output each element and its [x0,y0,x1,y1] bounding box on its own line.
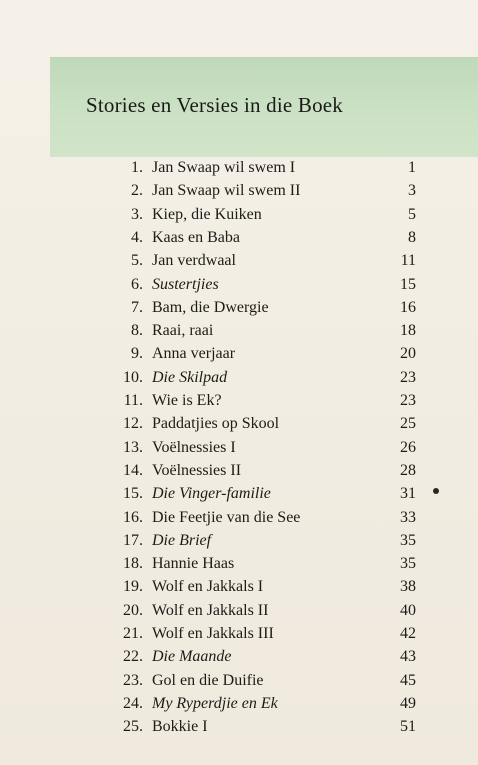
entry-number: 20. [123,601,143,619]
entry-title: Wolf en Jakkals II [152,601,269,619]
entry-number: 25. [123,718,143,736]
entry-number: 14. [123,461,143,479]
entry-number: 17. [123,531,143,549]
entry-title: Die Feetjie van die See [152,508,301,526]
entry-page-number: 38 [400,578,416,596]
entry-page-number: 28 [400,461,416,479]
toc-entry [0,459,478,482]
entry-page-number: 45 [400,671,416,689]
entry-page-number: 15 [400,275,416,293]
toc-entry [0,342,478,365]
entry-page-number: 42 [400,625,416,642]
toc-entry [0,575,478,598]
toc-entry [0,645,478,668]
entry-number: 10. [123,368,143,386]
entry-title: Wolf en Jakkals I [152,578,264,596]
toc-entry [0,622,478,645]
entry-page-number: 26 [400,438,416,456]
entry-title: Jan Swaap wil swem II [152,182,301,200]
entry-number: 7. [131,298,143,316]
toc-entry [0,412,478,435]
entry-title: Bokkie I [152,718,208,736]
toc-entry [0,715,478,738]
entry-page-number: 43 [400,648,416,666]
entry-title: Wie is Ek? [152,392,222,409]
entry-number: 13. [123,438,143,456]
entry-page-number: 35 [400,555,416,573]
toc-entry [0,436,478,459]
entry-number: 22. [123,648,143,666]
entry-page-number: 20 [400,345,416,363]
entry-title: Kaas en Baba [152,228,240,246]
entry-page-number: 35 [400,531,416,549]
entry-page-number: 40 [400,601,416,619]
entry-title: Voëlnessies I [152,438,236,456]
entry-page-number: 16 [400,298,416,316]
entry-number: 23. [123,671,143,689]
entry-title: Die Brief [152,531,212,549]
entry-title: Jan Swaap wil swem I [152,159,296,176]
entry-number: 6. [131,275,143,293]
entry-page-number: 25 [400,415,416,433]
entry-page-number: 1 [408,159,416,176]
entry-page-number: 23 [400,368,416,386]
entry-title: Sustertjies [152,275,219,293]
entry-number: 24. [123,694,143,712]
toc-entry [0,156,478,179]
entry-page-number: 33 [400,508,416,526]
toc-entry [0,552,478,575]
entry-page-number: 49 [400,694,416,712]
entry-title: Wolf en Jakkals III [152,625,274,642]
entry-title: Gol en die Duifie [152,671,264,689]
entry-number: 1. [131,159,143,176]
entry-number: 12. [123,415,143,433]
toc-entry [0,389,478,412]
page-title: Stories en Versies in die Boek [86,93,343,117]
toc-entry [0,249,478,272]
entry-number: 16. [123,508,143,526]
entry-number: 3. [131,205,143,223]
toc-entry [0,692,478,715]
entry-number: 5. [131,252,143,270]
entry-title: Die Maande [152,648,232,666]
toc-entry [0,506,478,529]
entry-number: 21. [123,625,143,642]
entry-title: Kiep, die Kuiken [152,205,262,223]
entry-number: 11. [123,392,143,409]
ink-speck [433,488,439,494]
toc-entry [0,226,478,249]
toc-entry [0,179,478,202]
entry-number: 9. [131,345,143,363]
entry-title: Die Skilpad [152,368,228,386]
entry-page-number: 18 [400,322,416,340]
entry-number: 19. [123,578,143,596]
entry-title: My Ryperdjie en Ek [152,694,278,712]
entry-number: 18. [123,555,143,573]
toc-entry [0,482,478,505]
entry-number: 15. [123,485,143,503]
toc-entry [0,319,478,342]
entry-title: Raai, raai [152,322,214,340]
entry-page-number: 3 [408,182,416,200]
toc-entry [0,273,478,296]
entry-number: 8. [131,322,143,340]
entry-title: Hannie Haas [152,555,235,573]
toc-entry [0,529,478,552]
entry-title: Bam, die Dwergie [152,298,269,316]
toc-entry [0,296,478,319]
toc-entry [0,599,478,622]
entry-page-number: 5 [408,205,416,223]
entry-title: Voëlnessies II [152,461,242,479]
entry-page-number: 23 [400,392,416,409]
entry-number: 2. [131,182,143,200]
entry-page-number: 8 [408,228,416,246]
entry-page-number: 11 [400,252,416,270]
entry-title: Jan verdwaal [152,252,236,270]
entry-number: 4. [131,228,143,246]
toc-entry [0,203,478,226]
entry-title: Die Vinger-familie [152,485,271,503]
toc-entry [0,366,478,389]
entry-title: Anna verjaar [152,345,236,363]
toc-entry [0,669,478,692]
entry-page-number: 51 [400,718,416,736]
entry-title: Paddatjies op Skool [152,415,280,433]
entry-page-number: 31 [400,485,416,503]
